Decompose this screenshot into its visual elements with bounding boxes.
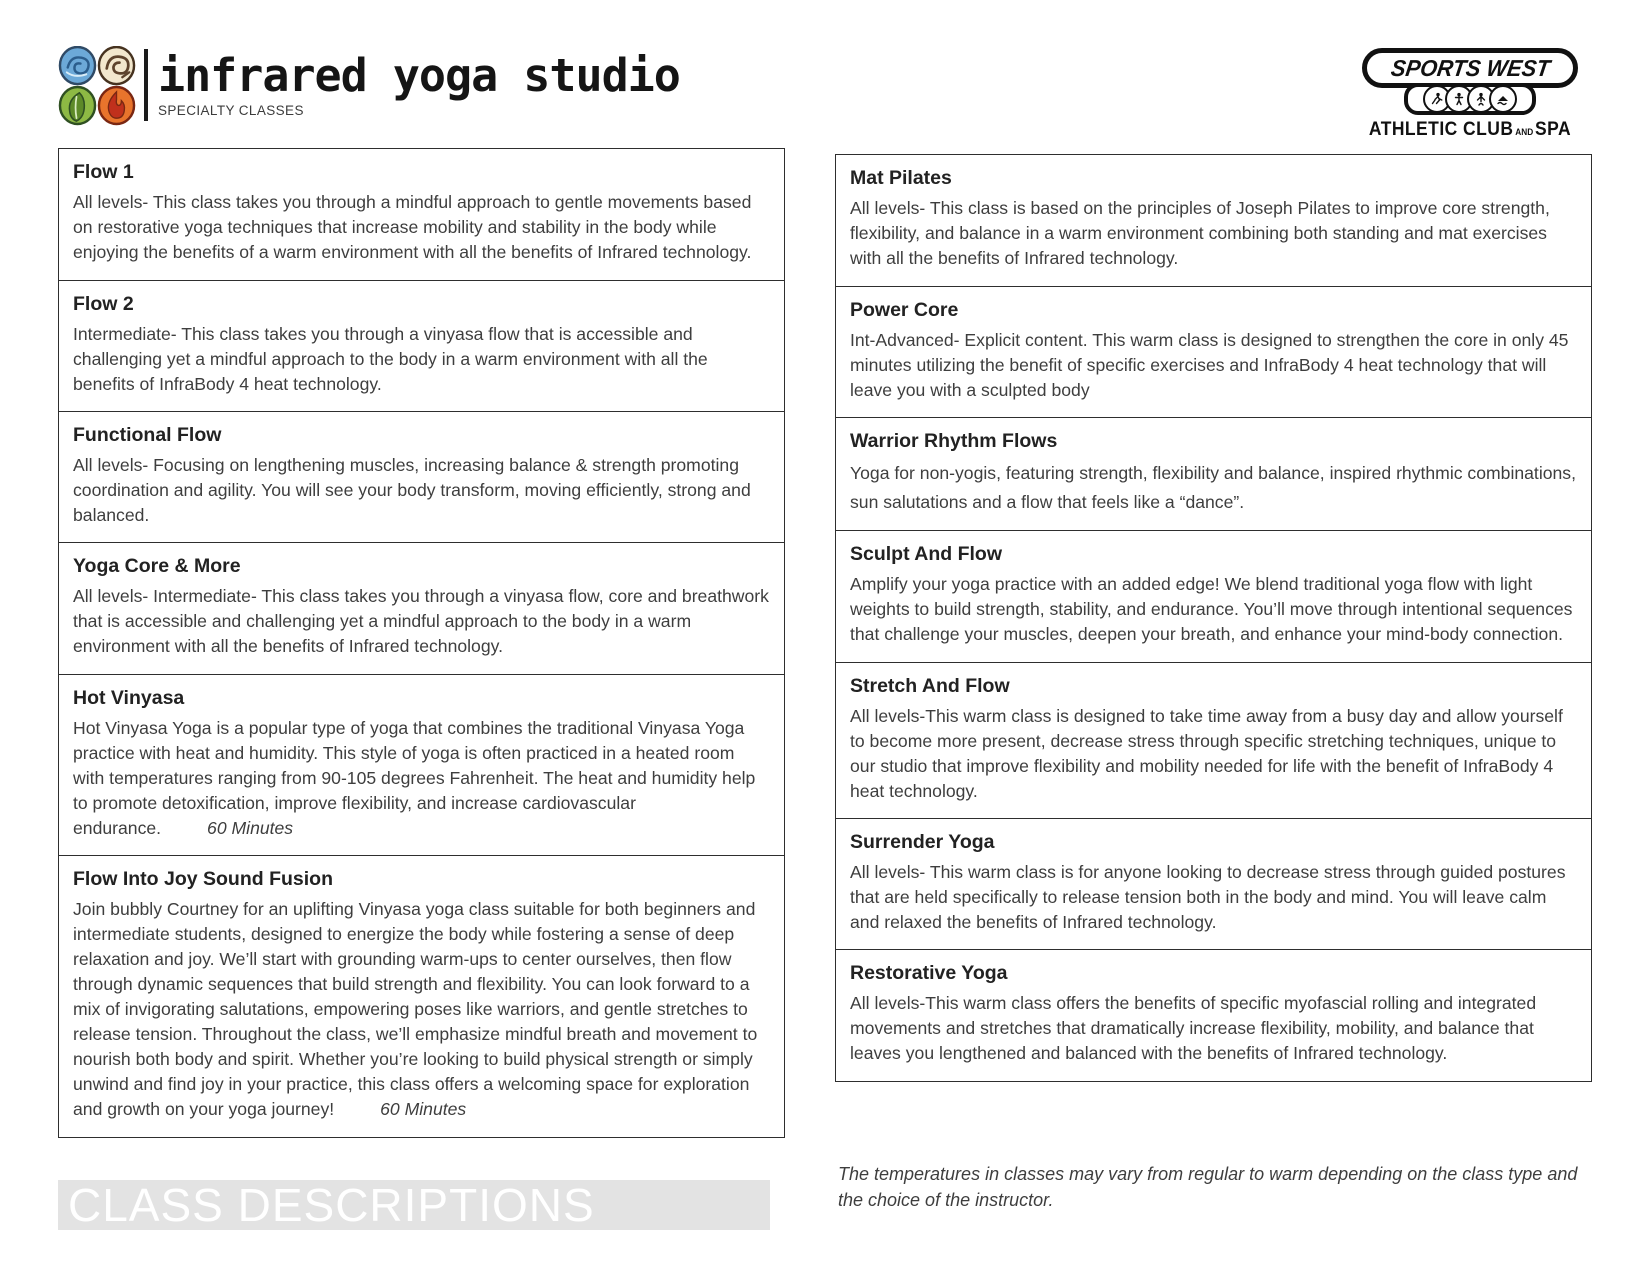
swimmer-icon [1489, 85, 1517, 113]
class-title: Stretch And Flow [850, 674, 1010, 697]
brand-title: infrared yoga studio [158, 49, 680, 102]
class-description: All levels- This class takes you through a mindful approach to gentle movements based on restorative yoga techniques that increase mobility and stability in the body while enjoying the benefits of a warm environment with all the benefits of Infrared technology. [73, 192, 752, 263]
sports-west-tagline [1368, 119, 1572, 141]
brand-text [158, 46, 680, 118]
class-description: All levels- Focusing on lengthening muscles, increasing balance & strength promoting coordination and agility. You will see your body transform, moving efficiently, strong and balanced. [73, 455, 751, 525]
temperature-footnote: The temperatures in classes may vary from regular to warm depending on the class type and the choice of the instructor. [838, 1164, 1578, 1211]
right-column [835, 156, 1592, 1082]
class-card-sculpt-and-flow [835, 530, 1592, 663]
brand-subtitle: SPECIALTY CLASSES [158, 103, 304, 118]
class-description: Yoga for non-yogis, featuring strength, flexibility and balance, inspired rhythmic combinations, sun salutations and a flow that feels like a “dance”. [850, 463, 1576, 512]
class-description: All levels- This warm class is for anyone looking to decrease stress through guided postures that are held specifically to release tension both in the body and mind. You will leave calm and relaxed the benefits of Infrared technology. [850, 862, 1566, 932]
class-title: Flow 2 [73, 292, 134, 315]
class-title: Functional Flow [73, 424, 222, 447]
class-title: Yoga Core & More [73, 555, 241, 578]
class-title: Sculpt And Flow [850, 543, 1003, 566]
class-title: Restorative Yoga [850, 962, 1008, 985]
class-card-surrender-yoga [835, 818, 1592, 951]
class-card-stretch-and-flow [835, 662, 1592, 820]
brand-divider [144, 49, 148, 121]
class-duration: 60 Minutes [380, 1098, 467, 1119]
sports-west-wordmark [1362, 48, 1578, 88]
athletic-club-text: ATHLETIC CLUB [1368, 119, 1514, 140]
class-description: Int-Advanced- Explicit content. This warm class is designed to strengthen the core in only 45 minutes utilizing the benefit of specific exercises and InfraBody 4 heat technology that will leave you with a sculpted body [850, 329, 1569, 400]
class-duration: 60 Minutes [207, 817, 294, 838]
class-card-yoga-core-more [58, 542, 785, 675]
class-card-hot-vinyasa [58, 674, 785, 857]
sports-west-text: SPORTS WEST [1388, 54, 1552, 81]
class-card-flow-2 [58, 280, 785, 413]
class-description: Intermediate- This class takes you through a vinyasa flow that is accessible and challenging yet a mindful approach to the body in a warm environment with all the benefits of InfraBody 4 heat technology. [73, 323, 708, 394]
class-title: Power Core [850, 298, 959, 321]
class-descriptions-banner: CLASS DESCRIPTIONS [58, 1180, 770, 1230]
sports-west-badge-row [1404, 83, 1536, 115]
class-title: Surrender Yoga [850, 831, 995, 854]
class-title: Hot Vinyasa [73, 686, 185, 709]
class-card-restorative-yoga [835, 949, 1592, 1082]
class-card-flow-1 [58, 148, 785, 281]
class-description: All levels-This warm class offers the benefits of specific myofascial rolling and integrated movements and stretches that dramatically increase flexibility, mobility, and balance that leaves you lengthened and balanced with the benefits of Infrared technology. [850, 993, 1537, 1064]
four-elements-logo-icon [58, 46, 136, 126]
class-title: Flow 1 [73, 161, 134, 184]
sports-west-logo [1362, 48, 1578, 141]
class-description: All levels-This warm class is designed to take time away from a busy day and allow yourself to become more present, decrease stress through specific stretching techniques, unique to our studio that improve flexibility and mobility needed for life with the benefit of InfraBody 4 heat technology. [850, 705, 1563, 801]
class-card-flow-into-joy [58, 855, 785, 1138]
class-description: All levels- This class is based on the principles of Joseph Pilates to improve core strength, flexibility, and balance in a warm environment combining both standing and mat exercises with all the benefits of Infrared technology. [850, 198, 1550, 269]
class-description: Join bubbly Courtney for an uplifting Vinyasa yoga class suitable for both beginners and intermediate students, designed to energize the body while fostering a sense of deep relaxation and joy. We’ll start with grounding warm-ups to center ourselves, then flow through dynamic sequences that build strength and flexibility. You can look forward to a mix of invigorating salutations, empowering poses like warriors, and gentle stretches to release tension. Throughout the class, we’ll emphasize mindful breath and movement to nourish both body and spirit. Whether you’re looking to build physical strength or simply unwind and find joy in your practice, this class offers a welcoming space for exploration and growth on your yoga journey! 60 Minutes [73, 898, 758, 1119]
and-text: AND [1515, 127, 1534, 137]
class-card-functional-flow [58, 411, 785, 544]
class-title: Warrior Rhythm Flows [850, 430, 1058, 453]
class-description: All levels- Intermediate- This class takes you through a vinyasa flow, core and breathwork that is accessible and challenging yet a mindful approach to the body in a warm environment with all the benefits of Infrared technology. [73, 586, 769, 657]
spa-text: SPA [1535, 119, 1572, 140]
water-swirl-icon [60, 47, 95, 84]
class-card-warrior-rhythm-flows [835, 417, 1592, 532]
brand-header [58, 46, 680, 126]
class-description: Hot Vinyasa Yoga is a popular type of yoga that combines the traditional Vinyasa Yoga practice with heat and humidity. This style of yoga is often practiced in a heated room with temperatures ranging from 90-105 degrees Fahrenheit. The heat and humidity help to promote detoxification, improve flexibility, and increase cardiovascular endurance. 60 Minutes [73, 717, 756, 838]
class-card-power-core [835, 286, 1592, 419]
class-title: Flow Into Joy Sound Fusion [73, 867, 333, 890]
left-column [58, 150, 785, 1138]
class-card-mat-pilates [835, 154, 1592, 287]
class-description: Amplify your yoga practice with an added edge! We blend traditional yoga flow with light weights to build strength, stability, and endurance. You’ll move through intentional sequences that challenge your muscles, deepen your breath, and enhance your mind-body connection. [850, 574, 1573, 645]
class-title: Mat Pilates [850, 167, 952, 190]
